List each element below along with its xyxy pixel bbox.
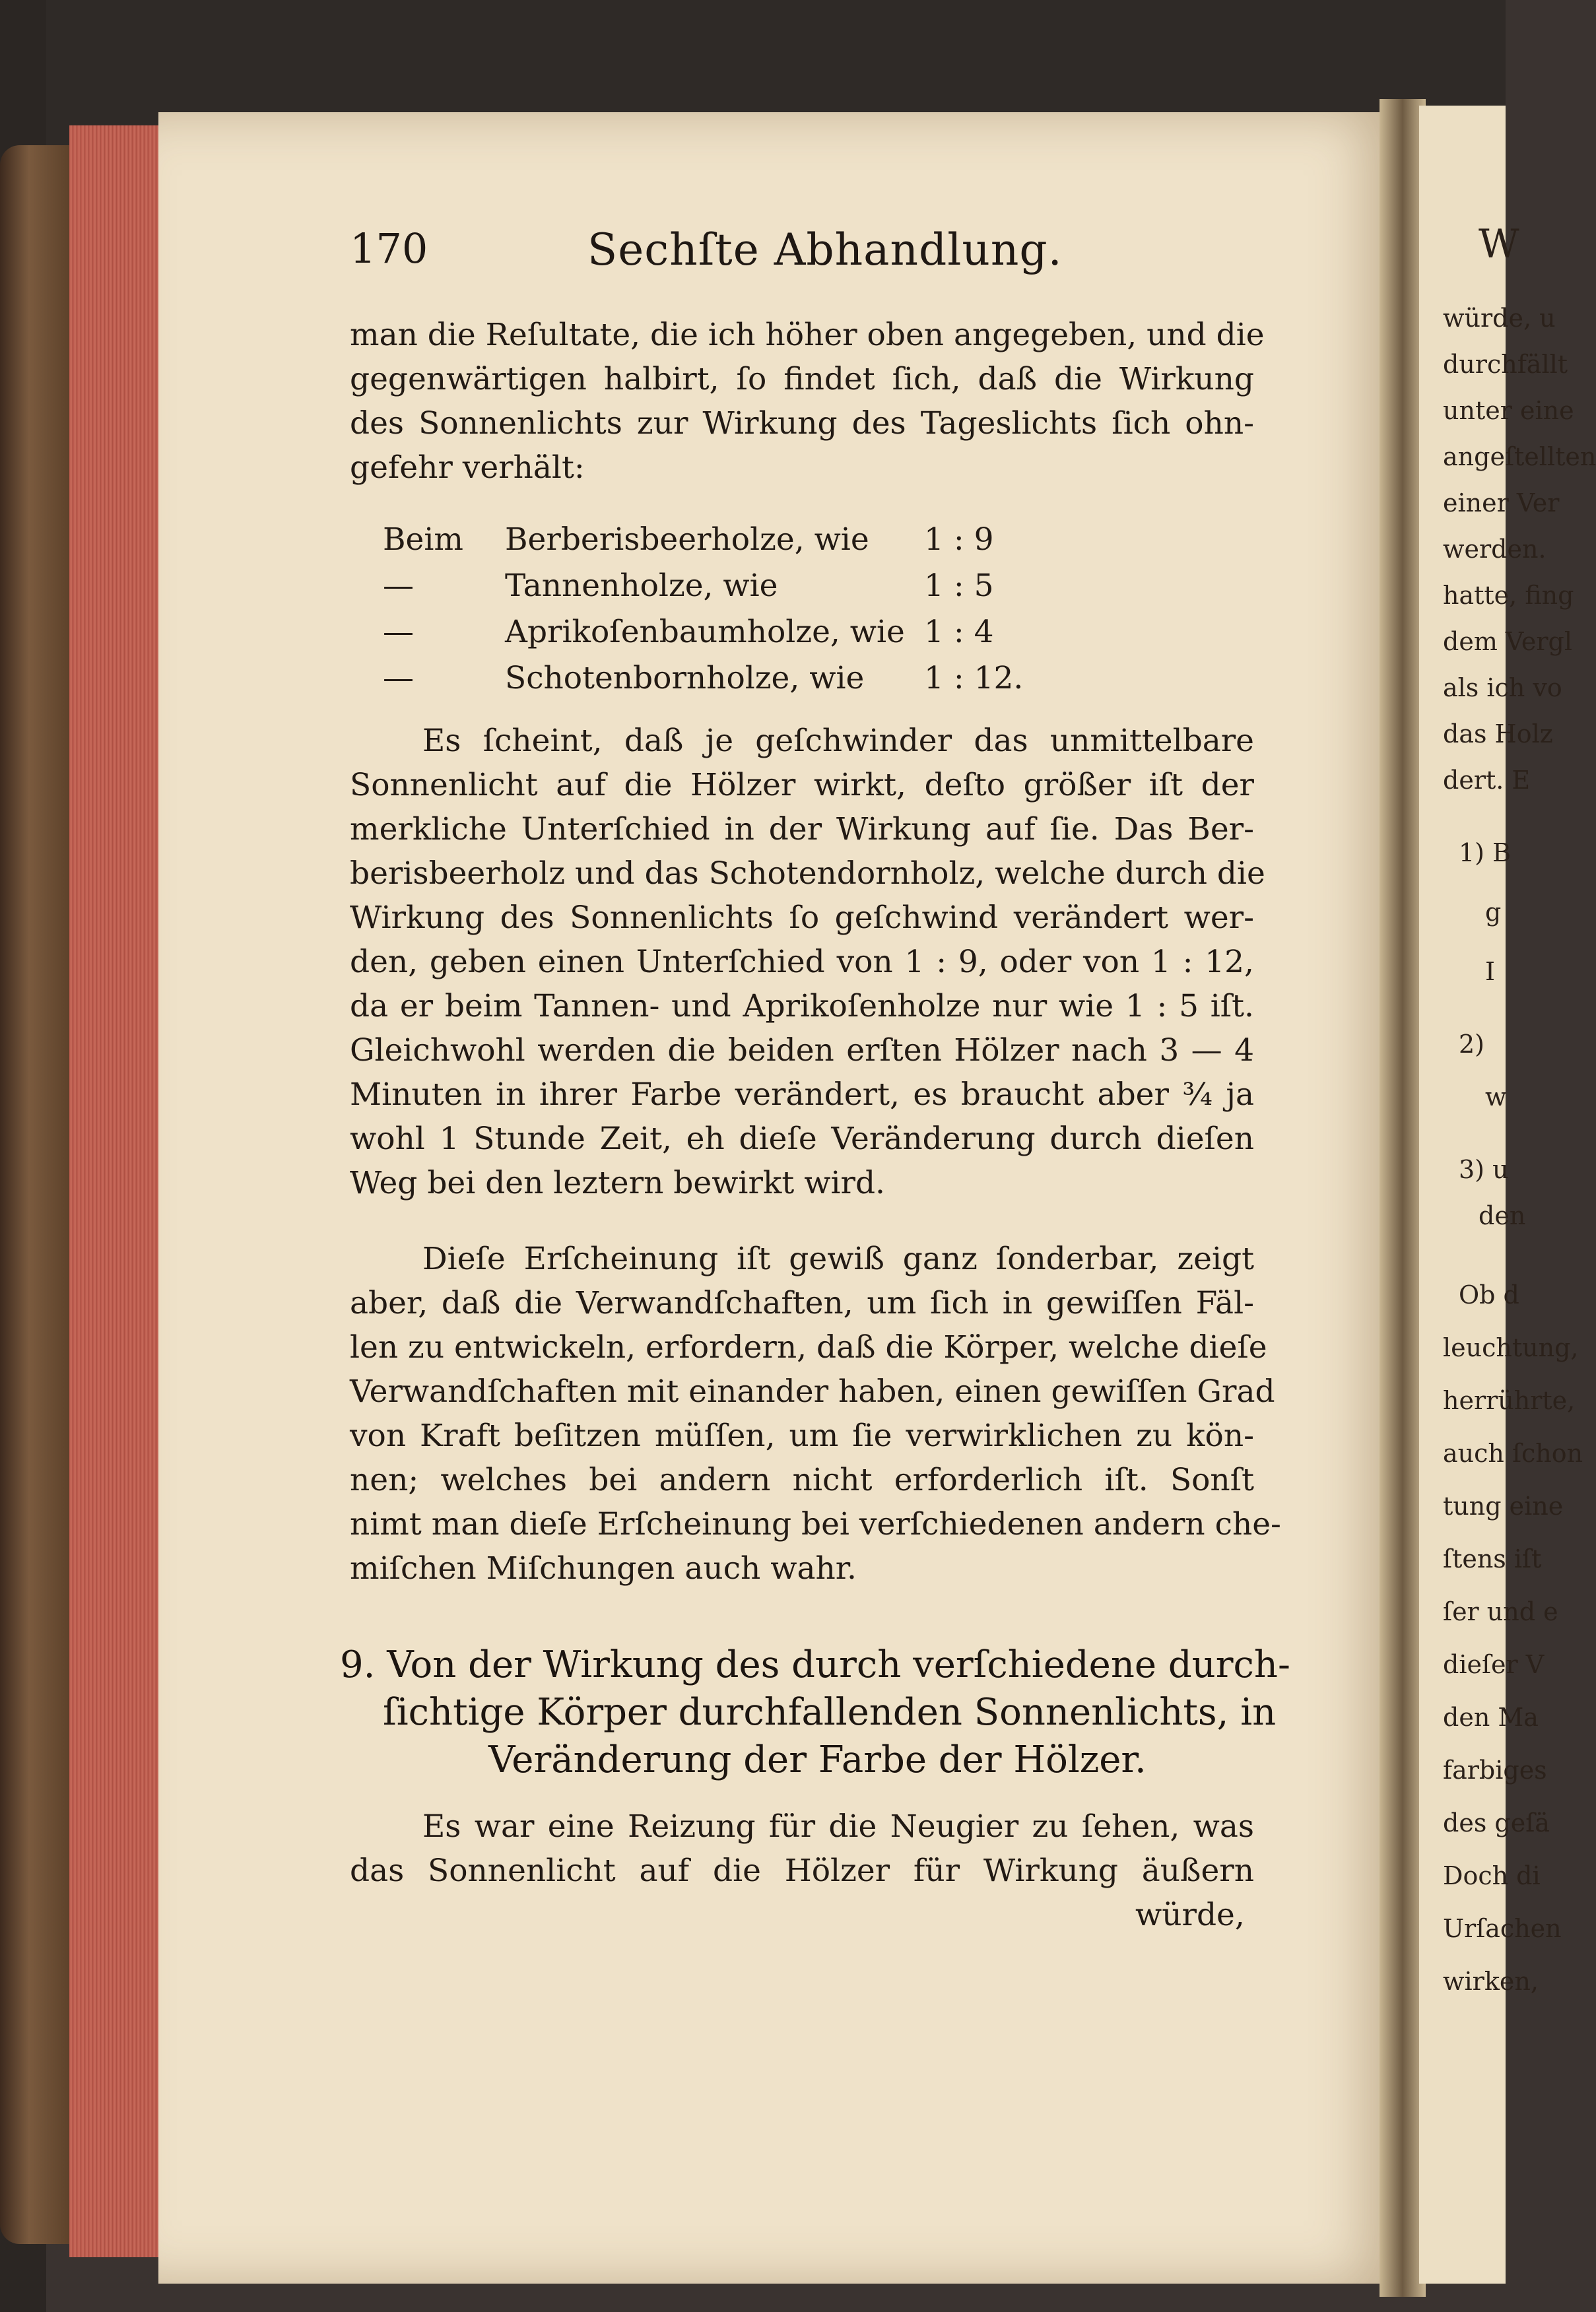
facing-page-fragment [1419, 106, 1596, 2284]
facing-page-line: dieſer V [1443, 1650, 1545, 1679]
facing-page-line: Urſachen [1443, 1914, 1562, 1943]
text-line: Sonnenlicht auf die Hölzer wirkt, deſto größer iſt der [350, 767, 1254, 803]
page-edges [69, 125, 162, 2257]
book-cover-edge [0, 145, 73, 2244]
page-number: 170 [350, 224, 428, 273]
text-line: aber, daß die Verwandſchaften, um ſich in gewiſſen Fäl- [350, 1285, 1254, 1321]
ratio-mark: Beim [383, 521, 463, 558]
heading-line: Veränderung der Farbe der Hölzer. [488, 1738, 1147, 1781]
text-line: berisbeerholz und das Schotendornholz, welche durch die [350, 855, 1265, 892]
text-line: Es war eine Reizung für die Neugier zu ſehen, was [422, 1808, 1254, 1845]
facing-page-line: würde, u [1443, 304, 1556, 333]
running-head: Sechſte Abhandlung. [587, 224, 1063, 275]
facing-page-line: 1) B [1459, 838, 1512, 867]
heading-line: ſichtige Körper durchfallenden Sonnenlichts, in [383, 1691, 1277, 1734]
text-line: gegenwärtigen halbirt, ſo findet ſich, daß die Wirkung [350, 361, 1254, 397]
facing-page-line: ſtens iſt [1443, 1544, 1542, 1573]
ratio-value: 1 : 4 [924, 614, 994, 650]
ratio-value: 1 : 12. [924, 660, 1024, 696]
facing-page-line: Ob d [1459, 1280, 1519, 1309]
ratio-wood: Schotenbornholze, wie [505, 660, 865, 696]
text-line: Verwandſchaften mit einander haben, einen gewiſſen Grad [350, 1373, 1275, 1410]
facing-page-line: als ich vo [1443, 673, 1562, 702]
text-line: Minuten in ihrer Farbe verändert, es braucht aber ¾ ja [350, 1076, 1254, 1113]
facing-page-line: ſer und e [1443, 1597, 1558, 1626]
facing-page-line: den [1479, 1201, 1526, 1230]
facing-page-line: auch ſchon [1443, 1439, 1583, 1468]
facing-page-line: herrührte, [1443, 1386, 1576, 1415]
ratio-mark: — [383, 614, 414, 650]
facing-page-line: einer Ver [1443, 488, 1560, 517]
text-line: den, geben einen Unterſchied von 1 : 9, oder von 1 : 12, [350, 944, 1254, 980]
text-line: Weg bei den leztern bewirkt wird. [350, 1165, 885, 1201]
ratio-wood: Berberisbeerholze, wie [505, 521, 869, 558]
facing-page-line: W [1479, 221, 1519, 267]
facing-page-line: dert. E [1443, 766, 1531, 795]
ratio-wood: Aprikoſenbaumholze, wie [505, 614, 905, 650]
text-line: merkliche Unterſchied in der Wirkung auf ſie. Das Ber- [350, 811, 1254, 847]
text-line: das Sonnenlicht auf die Hölzer für Wirkung äußern [350, 1853, 1254, 1889]
ratio-wood: Tannenholze, wie [505, 568, 778, 604]
text-line: man die Reſultate, die ich höher oben angegeben, und die [350, 317, 1265, 353]
facing-page-line: 2) [1459, 1030, 1485, 1059]
text-line: nen; welches bei andern nicht erforderlich iſt. Sonſt [350, 1462, 1254, 1498]
heading-line: 9. Von der Wirkung des durch verſchiedene durch- [340, 1643, 1290, 1686]
facing-page-line: I [1485, 957, 1496, 986]
facing-page-line: wirken, [1443, 1967, 1539, 1996]
facing-page-line: unter eine [1443, 396, 1574, 425]
facing-page-line: angeſtellten [1443, 442, 1596, 471]
text-line: miſchen Miſchungen auch wahr. [350, 1550, 857, 1587]
text-line: nimt man dieſe Erſcheinung bei verſchiedenen andern che- [350, 1506, 1281, 1542]
text-line: Wirkung des Sonnenlichts ſo geſchwind verändert wer- [350, 900, 1254, 936]
page-header [350, 224, 1287, 277]
text-line: Es ſcheint, daß je geſchwinder das unmittelbare [422, 723, 1254, 759]
text-line: des Sonnenlichts zur Wirkung des Tageslichts ſich ohn- [350, 405, 1254, 442]
facing-page-line: leuchtung, [1443, 1333, 1579, 1362]
facing-page-line: durchfällt [1443, 350, 1568, 379]
facing-page-line: g [1485, 898, 1502, 927]
facing-page-line: tung eine [1443, 1492, 1564, 1521]
text-line: gefehr verhält: [350, 449, 585, 486]
text-line: von Kraft beſitzen müſſen, um ſie verwirklichen zu kön- [350, 1418, 1254, 1454]
facing-page-line: den Ma [1443, 1703, 1539, 1732]
facing-page-line: werden. [1443, 535, 1546, 564]
ratio-mark: — [383, 660, 414, 696]
facing-page-line: w [1485, 1082, 1507, 1111]
text-line: Gleichwohl werden die beiden erſten Hölzer nach 3 — 4 [350, 1032, 1254, 1069]
text-line: wohl 1 Stunde Zeit, eh dieſe Veränderung durch dieſen [350, 1121, 1254, 1157]
text-line: Dieſe Erſcheinung iſt gewiß ganz ſonderbar, zeigt [422, 1241, 1254, 1277]
facing-page-line: Doch di [1443, 1861, 1541, 1890]
facing-page-line: das Holz [1443, 719, 1553, 748]
facing-page-line: farbiges [1443, 1756, 1547, 1785]
ratio-value: 1 : 5 [924, 568, 994, 604]
catchword: würde, [1135, 1897, 1245, 1933]
ratio-value: 1 : 9 [924, 521, 994, 558]
facing-page-line: 3) u [1459, 1155, 1509, 1184]
facing-page-line: hatte, fing [1443, 581, 1574, 610]
ratio-mark: — [383, 568, 414, 604]
facing-page-line: des geſä [1443, 1808, 1550, 1837]
text-line: da er beim Tannen- und Aprikoſenholze nur wie 1 : 5 iſt. [350, 988, 1254, 1024]
facing-page-line: dem Vergl [1443, 627, 1573, 656]
text-line: len zu entwickeln, erfordern, daß die Körper, welche dieſe [350, 1329, 1267, 1366]
